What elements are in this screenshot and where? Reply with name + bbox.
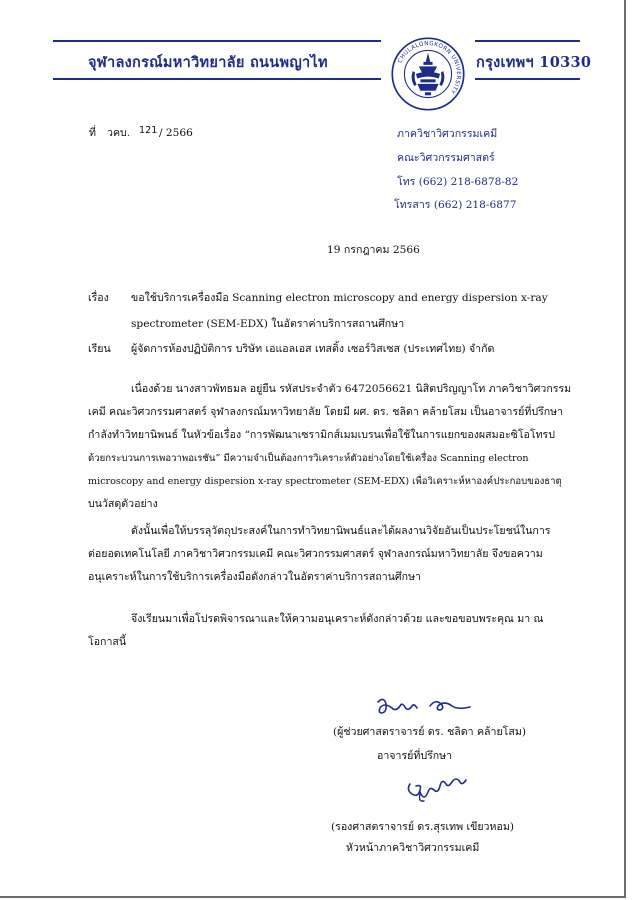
- body-line: ด้วยกระบวนการเพอวาพอเรชัน” มีความจำเป็นต้องการวิเคราะห์ตัวอย่างโดยใช้เครื่อง Scanning electron: [88, 453, 529, 464]
- sender-faculty: คณะวิศวกรรมศาสตร์: [397, 152, 495, 164]
- body-paragraph-2: [88, 520, 551, 589]
- body-paragraph-1: [88, 378, 572, 516]
- ref-year: / 2566: [159, 127, 193, 139]
- body-line: ต่อยอดเทคโนโลยี ภาควิชาวิศวกรรมเคมี คณะวิศวกรรมศาสตร์ จุฬาลงกรณ์มหาวิทยาลัย จึงขอความ: [88, 548, 543, 560]
- body-line: microscopy and energy dispersion x-ray spectrometer (SEM-EDX) เพื่อวิเคราะห์หาองค์ประกอบของธาตุ: [88, 476, 562, 487]
- header-rule-top-right: [475, 40, 580, 42]
- body-line: กำลังทำวิทยานิพนธ์ ในหัวข้อเรื่อง “การพัฒนาเซรามิกส์เมมเบรนเพื่อใช้ในการแยกของผสมอะซิโอโทรป: [88, 429, 555, 441]
- ref-number: 121: [139, 125, 158, 136]
- recipient-label: เรียน: [88, 343, 111, 355]
- header-rule-bottom-left: [53, 78, 381, 80]
- body-line: เคมี คณะวิศวกรรมศาสตร์ จุฬาลงกรณ์มหาวิทยาลัย โดยมี ผศ. ดร. ชลิดา คล้ายโสม เป็นอาจารย์ที่ปรึกษา: [88, 406, 564, 418]
- letter-date: 19 กรกฎาคม 2566: [327, 244, 420, 256]
- advisor-signature: [372, 692, 482, 718]
- subject-label: เรื่อง: [88, 292, 109, 304]
- university-seal-icon: [390, 36, 466, 112]
- org-name-right: กรุงเทพฯ 10330: [476, 54, 592, 71]
- body-line: โอกาสนี้: [88, 636, 127, 648]
- header-rule-bottom-right: [475, 78, 580, 80]
- body-line: จึงเรียนมาเพื่อโปรดพิจารณาและให้ความอนุเคราะห์ดังกล่าวด้วย และขอขอบพระคุณ มา ณ: [131, 613, 544, 625]
- body-line: ดังนั้นเพื่อให้บรรลุวัตถุประสงค์ในการทำวิทยานิพนธ์และได้ผลงานวิจัยอันเป็นประโยชน์ในการ: [131, 525, 551, 537]
- sender-fax: โทรสาร (662) 218-6877: [394, 199, 517, 211]
- subject-line-2: spectrometer (SEM-EDX) ในอัตราค่าบริการสถานศึกษา: [131, 318, 405, 330]
- sender-department: ภาควิชาวิศวกรรมเคมี: [397, 128, 498, 140]
- recipient-text: ผู้จัดการห้องปฏิบัติการ บริษัท เอแอลเอส เทสติ้ง เซอร์วิสเซส (ประเทศไทย) จำกัด: [131, 343, 495, 355]
- head-name: (รองศาสตราจารย์ ดร.สุรเทพ เขียวหอม): [331, 821, 514, 833]
- body-paragraph-3: [88, 608, 544, 654]
- advisor-position: อาจารย์ที่ปรึกษา: [377, 750, 453, 762]
- head-signature: [402, 770, 474, 804]
- svg-text:CHULALONGKORN UNIVERSITY: CHULALONGKORN UNIVERSITY: [397, 41, 461, 95]
- body-line: บนวัสดุตัวอย่าง: [88, 498, 158, 510]
- sender-phone: โทร (662) 218-6878-82: [397, 176, 519, 188]
- body-line: เนื่องด้วย นางสาวพัทธมล อยู่ยืน รหัสประจำตัว 6472056621 นิสิตปริญญาโท ภาควิชาวิศวกรรม: [131, 383, 572, 395]
- header-rule-top-left: [53, 40, 381, 42]
- subject-line-1: ขอใช้บริการเครื่องมือ Scanning electron microscopy and energy dispersion x-ray: [131, 292, 548, 304]
- head-position: หัวหน้าภาควิชาวิศวกรรมเคมี: [346, 842, 480, 854]
- ref-label: ที่: [89, 127, 96, 139]
- ref-prefix: วคบ.: [107, 127, 131, 139]
- org-name-left: จุฬาลงกรณ์มหาวิทยาลัย ถนนพญาไท: [88, 54, 328, 71]
- advisor-name: (ผู้ช่วยศาสตราจารย์ ดร. ชลิดา คล้ายโสม): [333, 726, 526, 738]
- body-line: อนุเคราะห์ในการใช้บริการเครื่องมือดังกล่าวในอัตราค่าบริการสถานศึกษา: [88, 571, 421, 583]
